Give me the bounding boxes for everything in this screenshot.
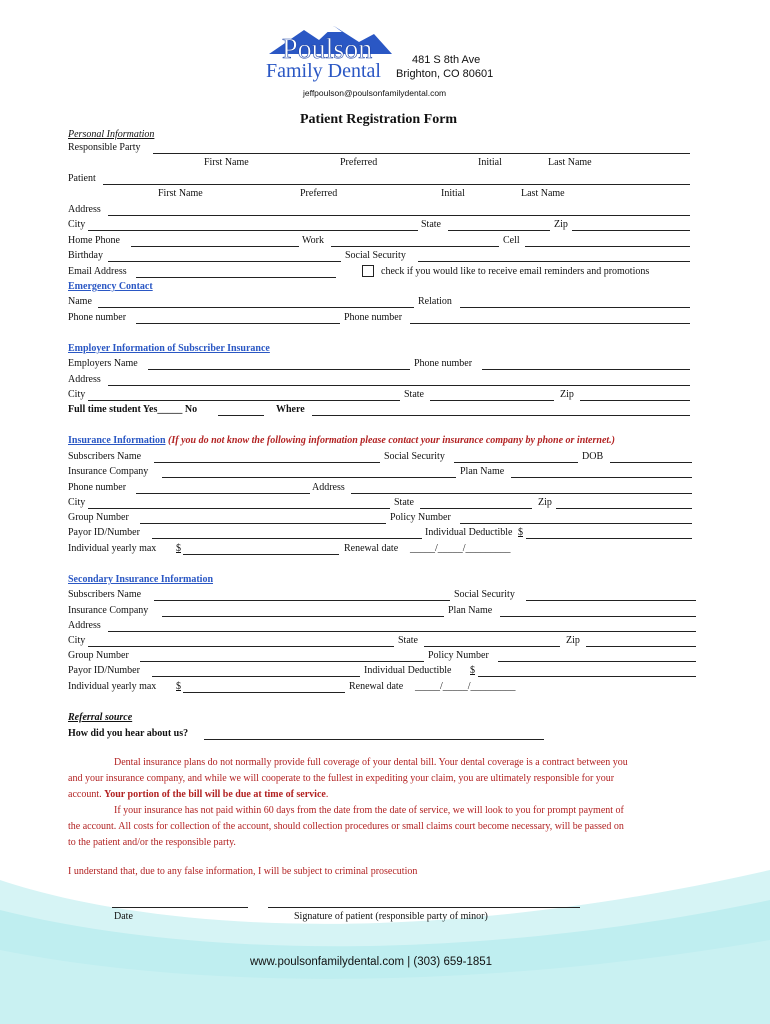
employer-phone-field[interactable] — [482, 369, 690, 370]
emergency-name-field[interactable] — [98, 307, 414, 308]
label-emergency-phone2: Phone number — [344, 312, 403, 323]
disclaimer-p1-l3a: account. — [68, 789, 105, 800]
label-full-time-student: Full time student Yes_____ No — [68, 404, 198, 415]
ins-phone-field[interactable] — [136, 493, 310, 494]
label-deductible: Individual Deductible — [425, 527, 513, 538]
label-employer-zip: Zip — [560, 389, 574, 400]
email-opt-in-label: check if you would like to receive email reminders and promotions — [381, 266, 650, 277]
label-referral-question: How did you hear about us? — [68, 728, 189, 739]
birthday-field[interactable] — [108, 261, 341, 262]
label-employers-name: Employers Name — [68, 358, 138, 369]
ssn-field[interactable] — [418, 261, 690, 262]
group-number-field[interactable] — [140, 523, 386, 524]
label-sec-address: Address — [68, 620, 101, 631]
sub-first-name-2: First Name — [158, 188, 203, 199]
email-opt-in-checkbox[interactable] — [362, 265, 374, 277]
sec-deductible-dollar: $ — [470, 665, 475, 676]
label-employer-state: State — [404, 389, 424, 400]
disclaimer-prosecution: I understand that, due to any false information, I will be subject to criminal prosecution — [68, 866, 418, 877]
address-field[interactable] — [108, 215, 690, 216]
label-ins-phone: Phone number — [68, 482, 127, 493]
plan-name-field[interactable] — [511, 477, 692, 478]
responsible-party-field[interactable] — [153, 153, 690, 154]
label-ins-city: City — [68, 497, 86, 508]
section-personal: Personal Information — [68, 129, 155, 140]
label-cell: Cell — [503, 235, 520, 246]
label-sec-company: Insurance Company — [68, 605, 149, 616]
signature-field[interactable] — [268, 907, 580, 908]
work-field[interactable] — [331, 246, 499, 247]
label-ssn: Social Security — [345, 250, 406, 261]
emergency-phone-field[interactable] — [136, 323, 340, 324]
renewal-date-field[interactable]: _____/_____/_________ — [410, 543, 511, 554]
city-field[interactable] — [88, 230, 418, 231]
payor-id-field[interactable] — [152, 538, 422, 539]
home-phone-field[interactable] — [131, 246, 299, 247]
label-employer-address: Address — [68, 374, 101, 385]
sec-company-field[interactable] — [162, 616, 444, 617]
logo-word-family-dental: Family Dental — [266, 60, 381, 82]
label-renewal-date: Renewal date — [344, 543, 399, 554]
label-employer-city: City — [68, 389, 86, 400]
label-sec-deductible: Individual Deductible — [364, 665, 452, 676]
date-signature-field[interactable] — [112, 907, 248, 908]
employer-zip-field[interactable] — [580, 400, 690, 401]
label-policy-number: Policy Number — [390, 512, 451, 523]
label-ins-company: Insurance Company — [68, 466, 149, 477]
referral-field[interactable] — [204, 739, 544, 740]
sec-deductible-field[interactable] — [478, 676, 696, 677]
sec-yearly-max-field[interactable] — [183, 692, 345, 693]
logo-word-poulson: Poulson — [282, 34, 373, 65]
section-employer: Employer Information of Subscriber Insurance — [68, 343, 270, 354]
ins-zip-field[interactable] — [556, 508, 692, 509]
ins-ssn-field[interactable] — [454, 462, 578, 463]
ins-company-field[interactable] — [162, 477, 456, 478]
label-sec-renewal: Renewal date — [349, 681, 404, 692]
footer-wave — [0, 860, 770, 1024]
sec-zip-field[interactable] — [586, 646, 696, 647]
label-yearly-max: Individual yearly max — [68, 543, 157, 554]
ins-state-field[interactable] — [420, 508, 532, 509]
state-field[interactable] — [448, 230, 550, 231]
label-sec-yearly-max: Individual yearly max — [68, 681, 157, 692]
label-emergency-phone: Phone number — [68, 312, 127, 323]
label-state: State — [421, 219, 441, 230]
label-relation: Relation — [418, 296, 452, 307]
clinic-address-line2: Brighton, CO 80601 — [396, 68, 494, 80]
sub-initial: Initial — [478, 157, 502, 168]
label-dob: DOB — [582, 451, 604, 462]
label-ins-address: Address — [312, 482, 345, 493]
disclaimer-p2-l2: the account. All costs for collection of the account, should collection procedures or small claims court become necessary, will be passed on — [68, 821, 624, 832]
label-where: Where — [276, 404, 305, 415]
label-address: Address — [68, 204, 101, 215]
disclaimer-p1-l2: and your insurance company, and while we will cooperate to the fullest in expediting your claim, you are ultimately responsible for your — [68, 773, 615, 784]
section-emergency: Emergency Contact — [68, 281, 153, 292]
label-birthday: Birthday — [68, 250, 103, 261]
insurance-heading: Insurance Information — [68, 435, 166, 446]
label-subscribers-name: Subscribers Name — [68, 451, 142, 462]
yearly-max-field[interactable] — [183, 554, 339, 555]
label-signature: Signature of patient (responsible party of minor) — [294, 911, 488, 922]
ins-city-field[interactable] — [88, 508, 390, 509]
label-ins-ssn: Social Security — [384, 451, 445, 462]
label-payor-id: Payor ID/Number — [68, 527, 140, 538]
employers-name-field[interactable] — [148, 369, 410, 370]
student-no-field[interactable] — [218, 415, 264, 416]
disclaimer-p1-l1: Dental insurance plans do not normally provide full coverage of your dental bill. Your dental coverage is a contract between you — [114, 757, 628, 768]
label-sec-subscribers: Subscribers Name — [68, 589, 142, 600]
sec-policy-field[interactable] — [498, 661, 696, 662]
label-sec-zip: Zip — [566, 635, 580, 646]
disclaimer-p1-l3 — [68, 789, 328, 801]
label-sec-ssn: Social Security — [454, 589, 515, 600]
label-sec-policy: Policy Number — [428, 650, 489, 661]
sec-city-field[interactable] — [88, 646, 394, 647]
employer-state-field[interactable] — [430, 400, 554, 401]
sec-state-field[interactable] — [424, 646, 560, 647]
section-insurance — [68, 435, 615, 447]
label-city: City — [68, 219, 86, 230]
page-title: Patient Registration Form — [300, 112, 458, 127]
sec-plan-field[interactable] — [500, 616, 696, 617]
label-sec-city: City — [68, 635, 86, 646]
sec-renewal-field[interactable]: _____/_____/_________ — [415, 681, 516, 692]
sec-ssn-field[interactable] — [526, 600, 696, 601]
sub-last-name: Last Name — [548, 157, 592, 168]
label-responsible-party: Responsible Party — [68, 142, 141, 153]
sec-yearly-max-dollar: $ — [176, 681, 181, 692]
email-field[interactable] — [136, 277, 336, 278]
sub-first-name: First Name — [204, 157, 249, 168]
employer-city-field[interactable] — [88, 400, 400, 401]
label-sec-payor: Payor ID/Number — [68, 665, 140, 676]
label-ins-zip: Zip — [538, 497, 552, 508]
sec-payor-field[interactable] — [152, 676, 360, 677]
section-secondary: Secondary Insurance Information — [68, 574, 214, 585]
label-group-number: Group Number — [68, 512, 129, 523]
footer-contact: www.poulsonfamilydental.com | (303) 659-1851 — [250, 956, 493, 968]
emergency-phone2-field[interactable] — [410, 323, 690, 324]
zip-field[interactable] — [572, 230, 690, 231]
sub-initial-2: Initial — [441, 188, 465, 199]
sec-group-field[interactable] — [140, 661, 424, 662]
label-sec-group: Group Number — [68, 650, 129, 661]
label-emergency-name: Name — [68, 296, 92, 307]
disclaimer-p2-l3: to the patient and/or the responsible party. — [68, 837, 236, 848]
section-referral: Referral source — [68, 712, 133, 723]
label-zip: Zip — [554, 219, 568, 230]
label-home-phone: Home Phone — [68, 235, 120, 246]
clinic-email: jeffpoulson@poulsonfamilydental.com — [303, 88, 447, 98]
disclaimer-p2-l1: If your insurance has not paid within 60 days from the date from the date of service, we will look to you for prompt payment of — [114, 805, 624, 816]
policy-number-field[interactable] — [460, 523, 692, 524]
patient-field[interactable] — [103, 184, 690, 185]
employer-address-field[interactable] — [108, 385, 690, 386]
sub-last-name-2: Last Name — [521, 188, 565, 199]
disclaimer-p1-l3c: . — [325, 789, 329, 800]
label-email: Email Address — [68, 266, 127, 277]
logo — [264, 24, 394, 82]
sub-preferred: Preferred — [340, 157, 378, 168]
subscribers-name-field[interactable] — [154, 462, 380, 463]
clinic-address-line1: 481 S 8th Ave — [412, 54, 481, 66]
sec-subscribers-field[interactable] — [154, 600, 450, 601]
label-employer-phone: Phone number — [414, 358, 473, 369]
sub-preferred-2: Preferred — [300, 188, 338, 199]
label-sec-plan: Plan Name — [448, 605, 493, 616]
yearly-max-dollar: $ — [176, 543, 181, 554]
student-where-field[interactable] — [312, 415, 690, 416]
deductible-dollar: $ — [518, 527, 523, 538]
relation-field[interactable] — [460, 307, 690, 308]
label-work: Work — [302, 235, 324, 246]
insurance-note: (If you do not know the following information please contact your insurance company by phone or internet.) — [168, 435, 615, 446]
label-plan-name: Plan Name — [460, 466, 505, 477]
label-date: Date — [114, 911, 133, 922]
label-ins-state: State — [394, 497, 414, 508]
dob-field[interactable] — [610, 462, 692, 463]
label-patient: Patient — [68, 173, 96, 184]
label-sec-state: State — [398, 635, 418, 646]
disclaimer-bold-notice: Your portion of the bill will be due at time of service — [104, 789, 326, 800]
cell-field[interactable] — [525, 246, 690, 247]
sec-address-field[interactable] — [108, 631, 696, 632]
deductible-field[interactable] — [526, 538, 692, 539]
ins-address-field[interactable] — [351, 493, 692, 494]
